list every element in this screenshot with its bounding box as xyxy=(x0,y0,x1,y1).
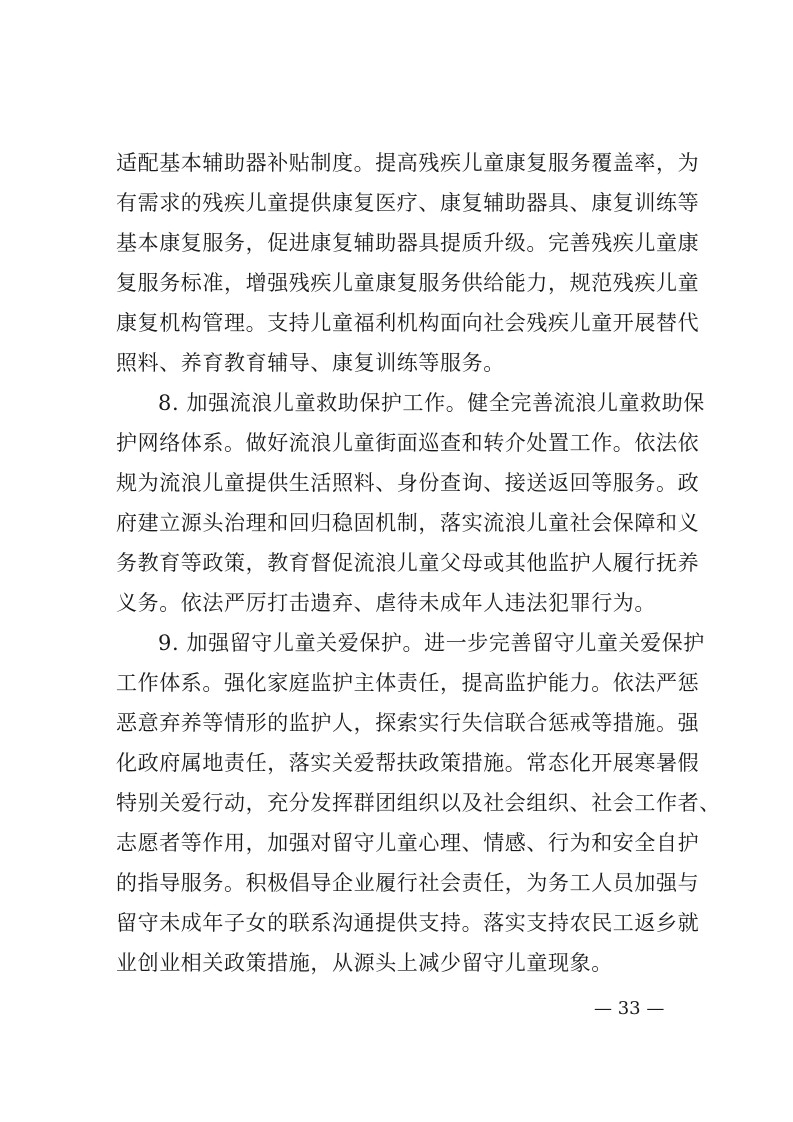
paragraph-line: 义务。依法严厉打击遗弃、虐待未成年人违法犯罪行为。 xyxy=(116,591,656,615)
paragraph-line: 化政府属地责任，落实关爱帮扶政策措施。常态化开展寒暑假 xyxy=(116,751,700,775)
paragraph-line: 恶意弃养等情形的监护人，探索实行失信联合惩戒等措施。强 xyxy=(116,711,700,735)
page-number: — 33 — xyxy=(594,998,665,1019)
paragraph-line: 的指导服务。积极倡导企业履行社会责任，为务工人员加强与 xyxy=(116,871,700,895)
paragraph-line: 留守未成年子女的联系沟通提供支持。落实支持农民工返乡就 xyxy=(116,911,700,935)
paragraph-line: 照料、养育教育辅导、康复训练等服务。 xyxy=(116,351,505,375)
paragraph-line: 护网络体系。做好流浪儿童街面巡查和转介处置工作。依法依 xyxy=(116,431,700,455)
paragraph-line: 有需求的残疾儿童提供康复医疗、康复辅助器具、康复训练等 xyxy=(116,191,700,215)
paragraph-line: 基本康复服务，促进康复辅助器具提质升级。完善残疾儿童康 xyxy=(116,231,700,255)
paragraph-line: 志愿者等作用，加强对留守儿童心理、情感、行为和安全自护 xyxy=(116,831,700,855)
paragraph-line: 康复机构管理。支持儿童福利机构面向社会残疾儿童开展替代 xyxy=(116,311,700,335)
section-9-heading-line: 9. 加强留守儿童关爱保护。进一步完善留守儿童关爱保护 xyxy=(158,631,705,655)
paragraph-line: 复服务标准，增强残疾儿童康复服务供给能力，规范残疾儿童 xyxy=(116,271,700,295)
paragraph-line: 务教育等政策，教育督促流浪儿童父母或其他监护人履行抚养 xyxy=(116,551,700,575)
paragraph-line: 业创业相关政策措施，从源头上减少留守儿童现象。 xyxy=(116,951,613,975)
paragraph-line: 规为流浪儿童提供生活照料、身份查询、接送返回等服务。政 xyxy=(116,471,700,495)
paragraph-line: 适配基本辅助器补贴制度。提高残疾儿童康复服务覆盖率，为 xyxy=(116,151,700,175)
paragraph-line: 特别关爱行动，充分发挥群团组织以及社会组织、社会工作者、 xyxy=(116,791,721,815)
section-8-heading-line: 8. 加强流浪儿童救助保护工作。健全完善流浪儿童救助保 xyxy=(158,391,705,415)
paragraph-line: 工作体系。强化家庭监护主体责任，提高监护能力。依法严惩 xyxy=(116,671,700,695)
paragraph-line: 府建立源头治理和回归稳固机制，落实流浪儿童社会保障和义 xyxy=(116,511,700,535)
